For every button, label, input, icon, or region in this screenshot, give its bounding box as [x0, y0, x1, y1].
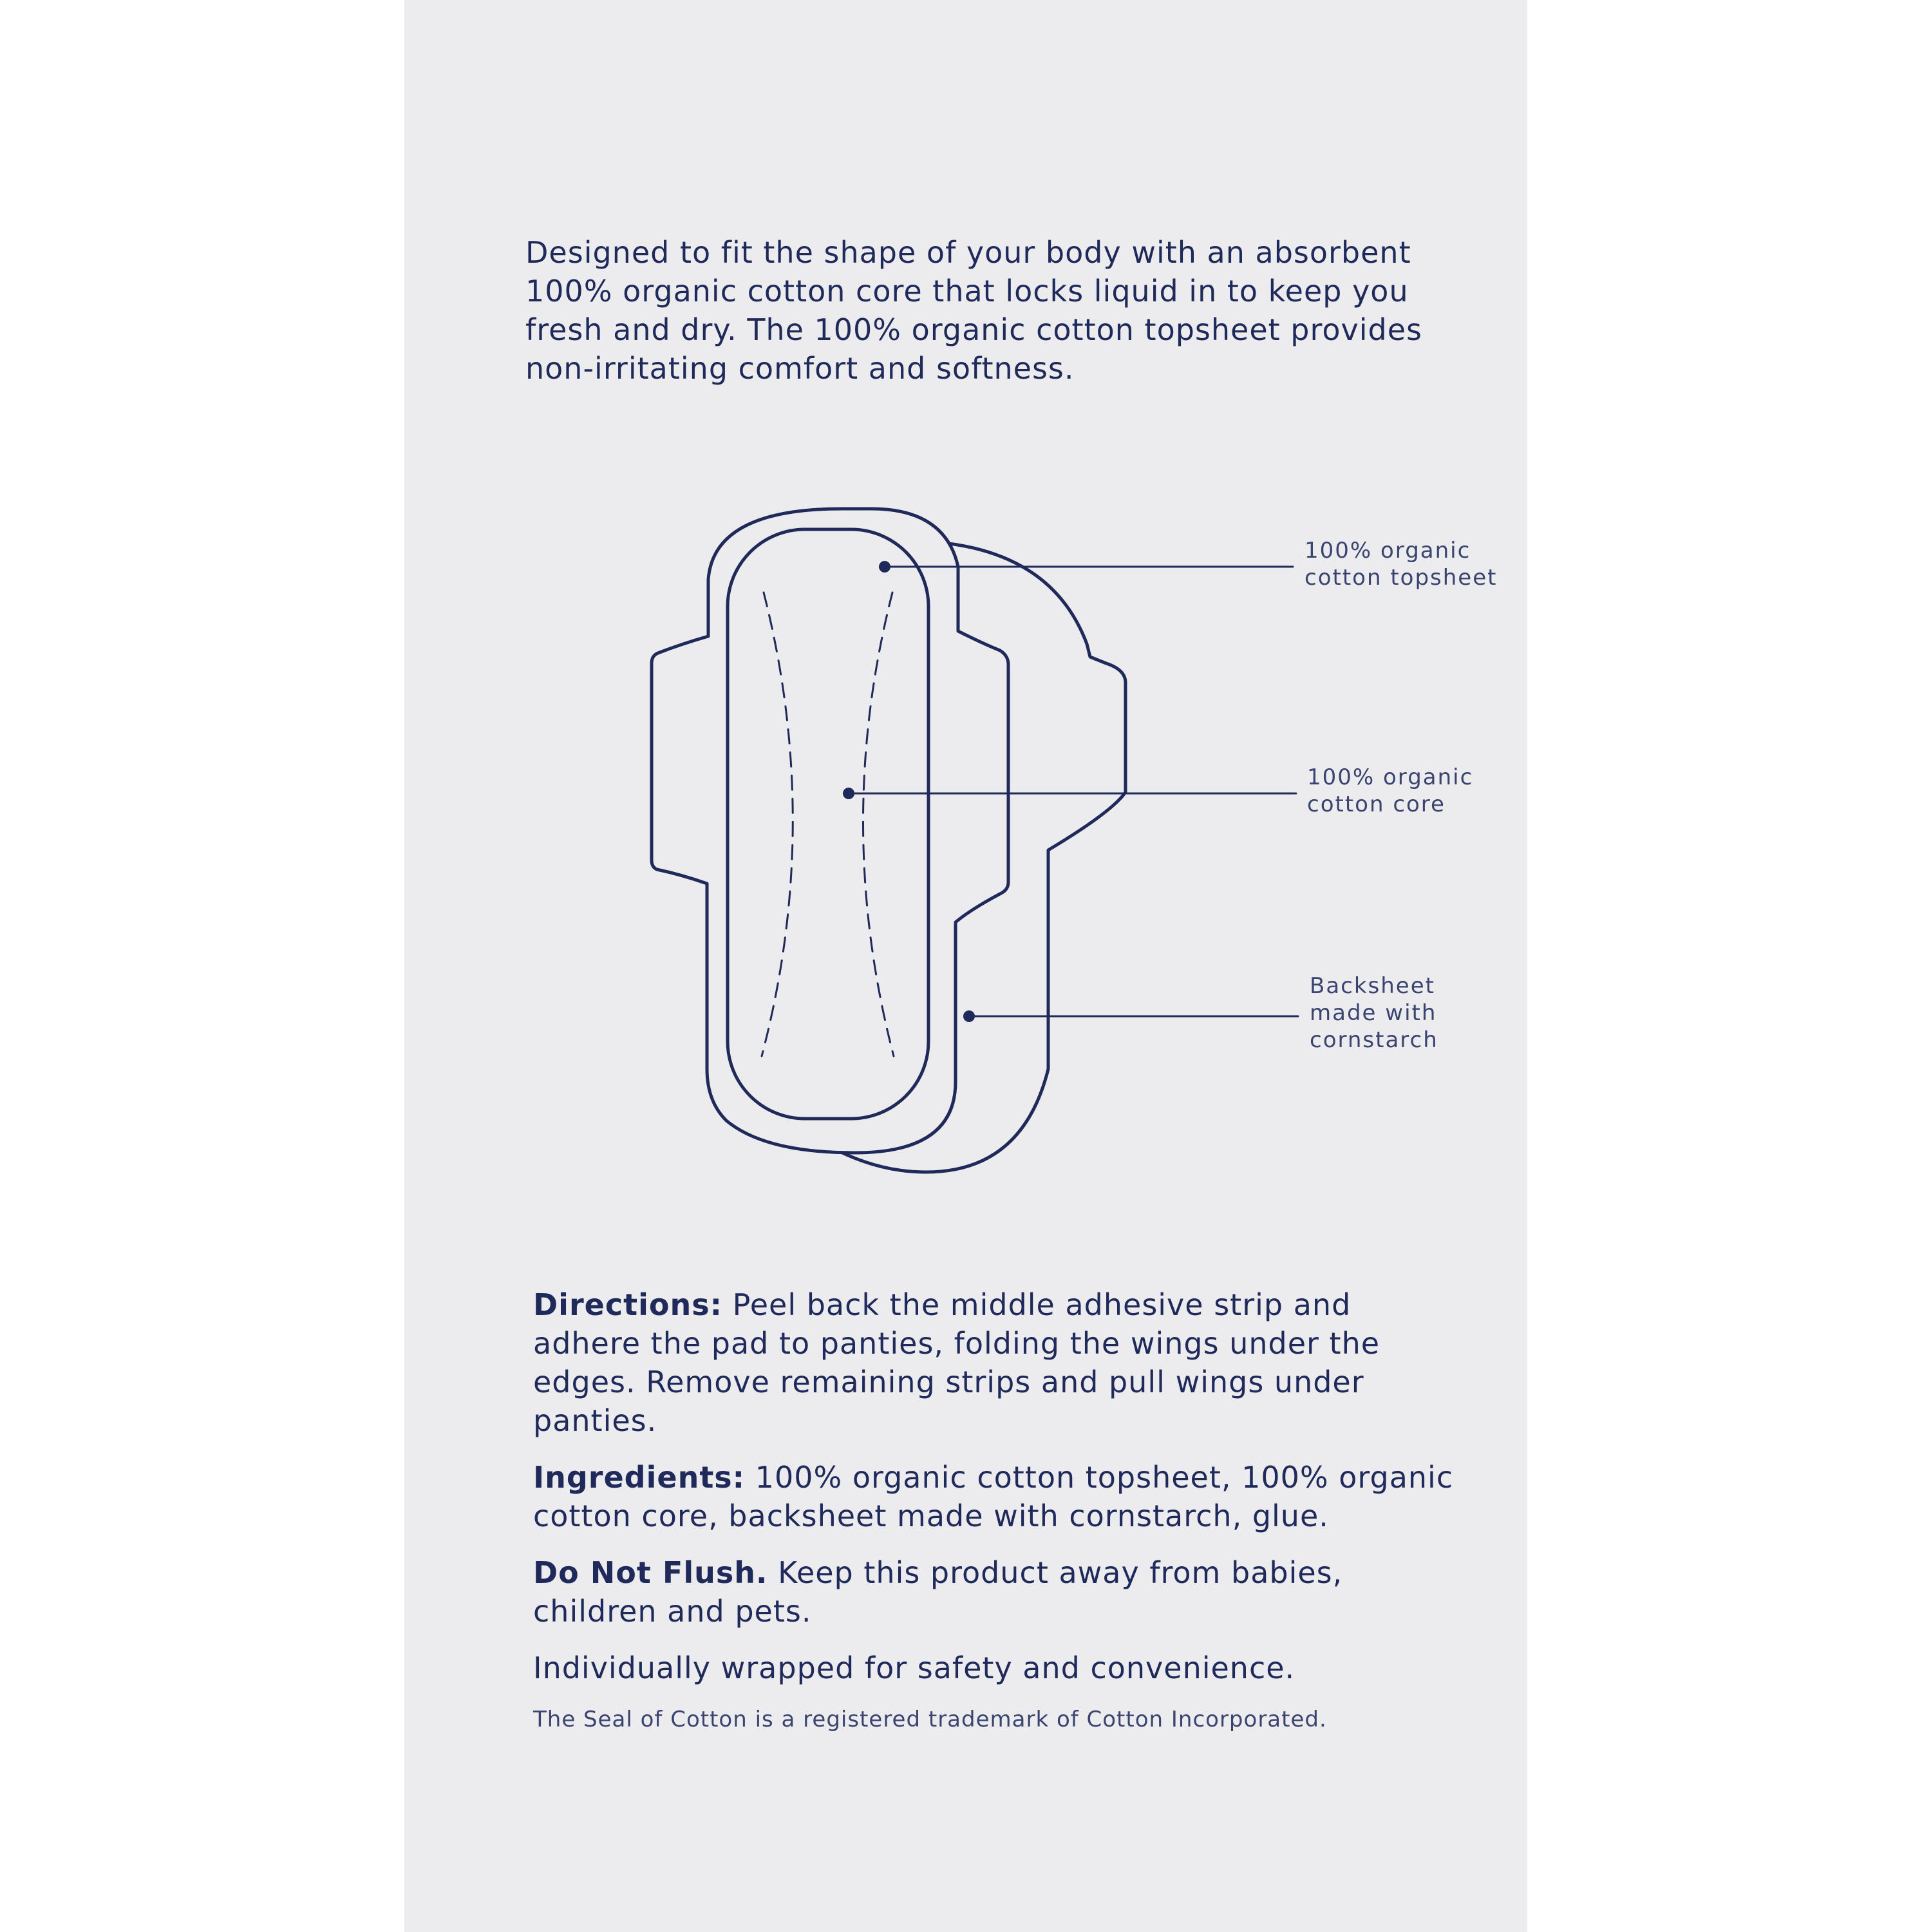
callout-topsheet-line1: 100% organic: [1305, 538, 1471, 564]
directions-label: Directions:: [533, 1287, 722, 1322]
callout-core-line1: 100% organic: [1307, 764, 1474, 790]
ingredients-paragraph: [533, 1458, 1460, 1535]
pad-illustration: [649, 489, 1486, 1185]
callout-dot-backsheet: [963, 1010, 975, 1022]
ingredients-text: 100% organic cotton topsheet, 100% organic cotton core, backsheet made with cornstarch, glue.: [533, 1460, 1454, 1533]
directions-text: Peel back the middle adhesive strip and adhere the pad to panties, folding the wings under the edges. Remove remaining strips and pull wings under panties.: [533, 1287, 1380, 1438]
ingredients-label: Ingredients:: [533, 1460, 746, 1495]
callout-topsheet: [1305, 537, 1497, 591]
warning-paragraph: [533, 1553, 1460, 1631]
package-panel: [404, 0, 1527, 1932]
pad-diagram: [649, 489, 1498, 1185]
callout-dot-topsheet: [879, 561, 890, 573]
pad-outline: [652, 509, 1008, 1153]
callout-backsheet-line3: cornstarch: [1310, 1027, 1438, 1053]
product-description: Designed to fit the shape of your body with an absorbent 100% organic cotton core that locks liquid in to keep you fresh and dry. The 100% organic cotton topsheet provides non-irritating comfort and softness.: [525, 235, 1423, 386]
callout-topsheet-line2: cotton topsheet: [1305, 565, 1498, 591]
callout-dot-core: [843, 788, 854, 799]
callout-backsheet-line1: Backsheet: [1310, 973, 1435, 999]
directions-paragraph: [533, 1285, 1460, 1440]
callout-core: [1307, 764, 1473, 818]
callout-backsheet: [1310, 972, 1438, 1054]
trademark-note: The Seal of Cotton is a registered trademark of Cotton Incorporated.: [533, 1707, 1327, 1732]
callout-core-line2: cotton core: [1307, 791, 1446, 817]
warning-label: Do Not Flush.: [533, 1555, 768, 1590]
callout-backsheet-line2: made with: [1310, 1000, 1437, 1026]
warning-text: Keep this product away from babies, children and pets.: [533, 1555, 1343, 1629]
product-info: [533, 1285, 1460, 1752]
wrapped-note: Individually wrapped for safety and convenience.: [533, 1651, 1295, 1685]
